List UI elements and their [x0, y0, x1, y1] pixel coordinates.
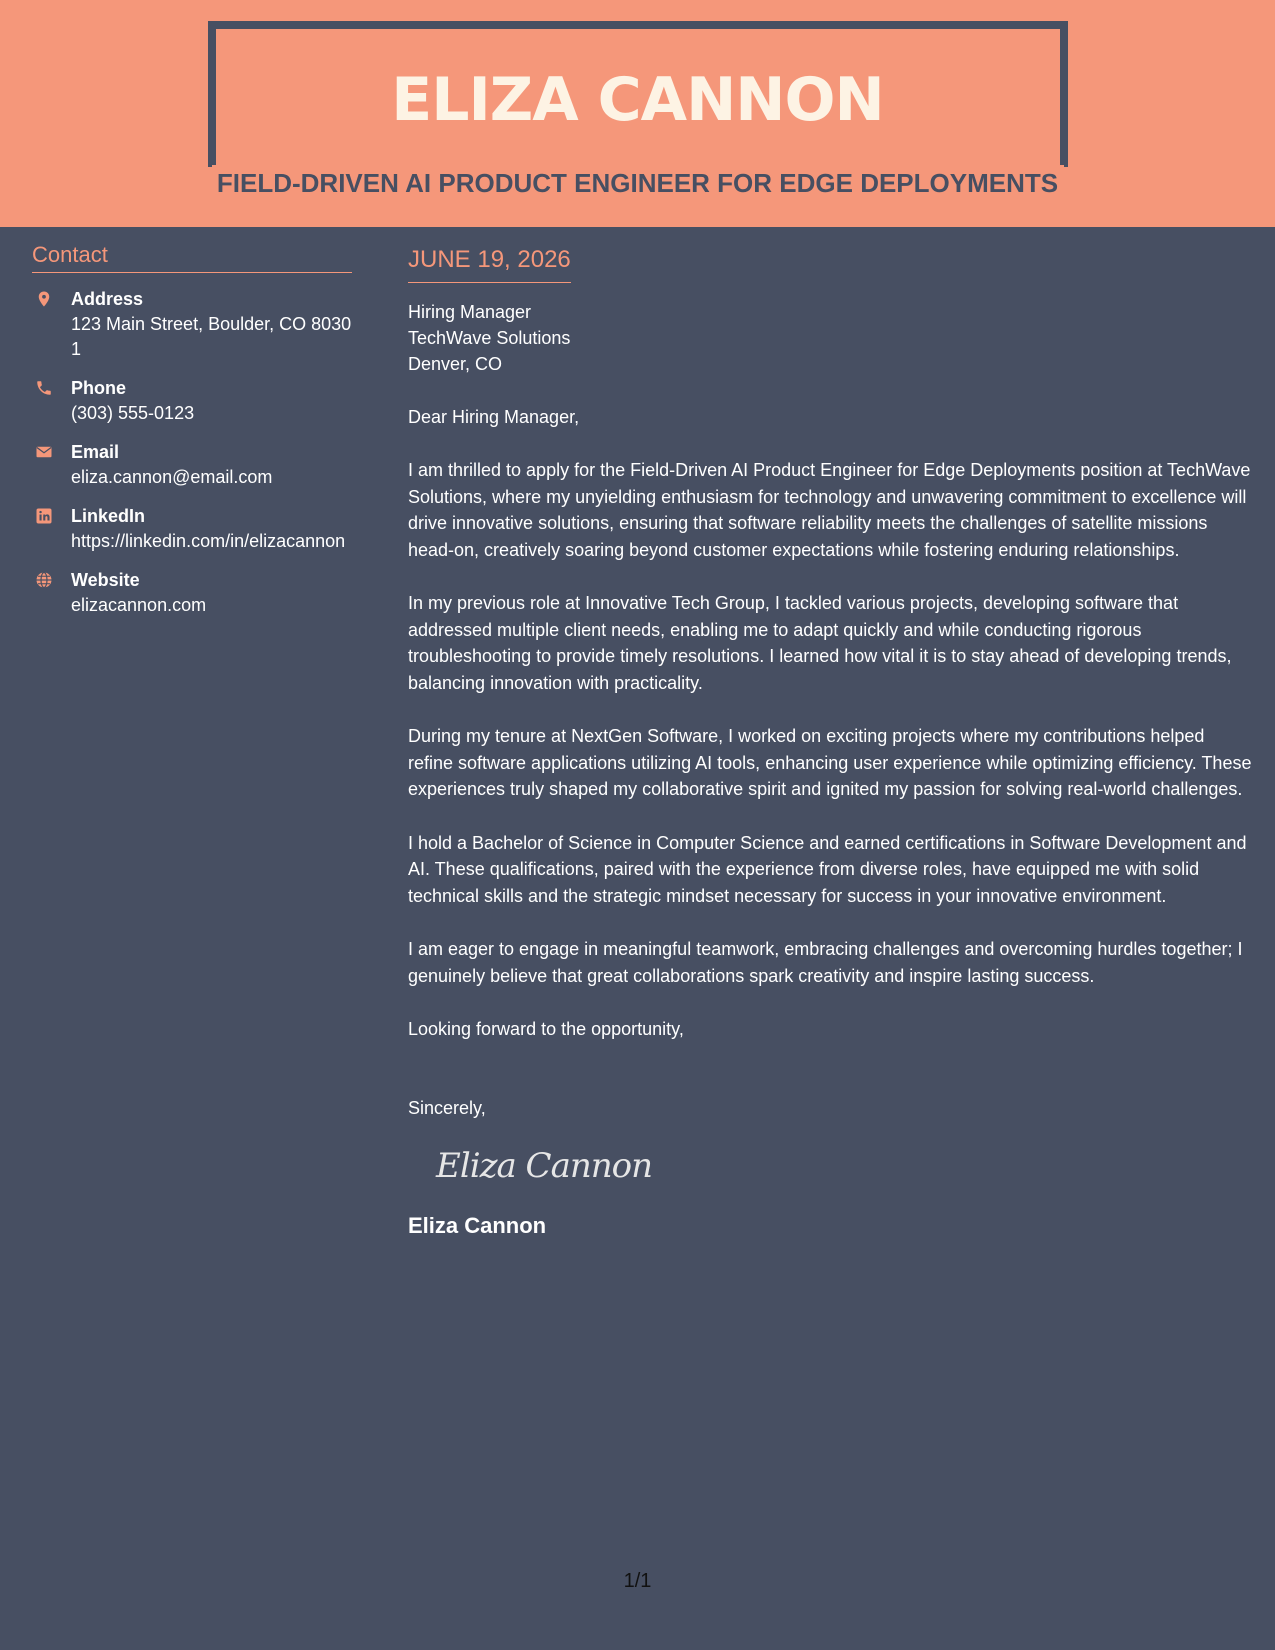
header-banner — [0, 0, 1275, 227]
linkedin-icon — [35, 507, 53, 525]
paragraph: I hold a Bachelor of Science in Computer Science and earned certifications in Software Development and AI. These qualifications, paired with the experience from diverse roles, have equipped me with solid technical skills and the strategic mindset necessary for success in your innovative environment. — [408, 832, 1247, 906]
candidate-name: ELIZA CANNON — [391, 65, 884, 135]
paragraph: In my previous role at Innovative Tech Group, I tackled various projects, developing software that addressed multiple client needs, enabling me to adapt quickly and while conducting rigorous troubleshooting to provide timely resolutions. I learned how vital it is to stay ahead of developing trends, balancing innovation with practicality. — [408, 593, 1232, 693]
page-number: 1/1 — [623, 1570, 652, 1592]
contact-phone — [32, 376, 352, 426]
paragraph: During my tenure at NextGen Software, I worked on exciting projects where my contributions helped refine software applications utilizing AI tools, enhancing user experience while optimizing efficiency. These experiences truly shaped my collaborative spirit and ignited my passion for solving real-world challenges. — [408, 726, 1252, 799]
salutation: Dear Hiring Manager, — [408, 407, 580, 427]
contact-label: LinkedIn — [71, 506, 146, 526]
recipient-title: Hiring Manager — [408, 302, 532, 322]
contact-label: Address — [71, 289, 144, 309]
globe-icon — [35, 571, 53, 589]
recipient-block — [408, 299, 1253, 377]
signoff: Sincerely, — [408, 1098, 486, 1118]
contact-label: Website — [71, 570, 140, 590]
contact-sidebar — [32, 240, 352, 618]
contact-linkedin — [32, 504, 352, 554]
closing-line: Looking forward to the opportunity, — [408, 1019, 684, 1039]
paragraph: I am thrilled to apply for the Field-Driven AI Product Engineer for Edge Deployments position at TechWave Solutions, where my unyielding enthusiasm for technology and unwavering commitment to excellence will drive innovative solutions, ensuring that software reliability meets the challenges of satellite missions head-on, creatively soaring beyond customer expectations while fostering enduring relationships. — [408, 460, 1251, 560]
map-pin-icon — [35, 290, 53, 308]
job-title: FIELD-DRIVEN AI PRODUCT ENGINEER FOR EDGE DEPLOYMENTS — [216, 168, 1059, 198]
email-link[interactable]: eliza.cannon@email.com — [71, 467, 273, 487]
phone-icon — [35, 379, 53, 397]
contact-heading: Contact — [32, 240, 352, 273]
letter-date: JUNE 19, 2026 — [408, 244, 571, 283]
envelope-icon — [35, 443, 53, 461]
contact-value: (303) 555-0123 — [71, 403, 195, 423]
contact-email — [32, 440, 352, 490]
paragraph: I am eager to engage in meaningful teamwork, embracing challenges and overcoming hurdles together; I genuinely believe that great collaborations spark creativity and inspire lasting success. — [408, 939, 1243, 986]
contact-label: Email — [71, 442, 120, 462]
contact-label: Phone — [71, 378, 127, 398]
letter-body — [408, 244, 1253, 1241]
contact-value: 123 Main Street, Boulder, CO 80301 — [71, 314, 352, 359]
contact-address — [32, 287, 352, 362]
contact-website — [32, 568, 352, 618]
recipient-location: Denver, CO — [408, 354, 503, 374]
linkedin-link[interactable]: https://linkedin.com/in/elizacannon — [71, 531, 346, 551]
website-link[interactable]: elizacannon.com — [71, 595, 207, 615]
handwritten-signature: Eliza Cannon — [436, 1146, 653, 1186]
signer-name: Eliza Cannon — [408, 1213, 547, 1238]
recipient-company: TechWave Solutions — [408, 328, 571, 348]
